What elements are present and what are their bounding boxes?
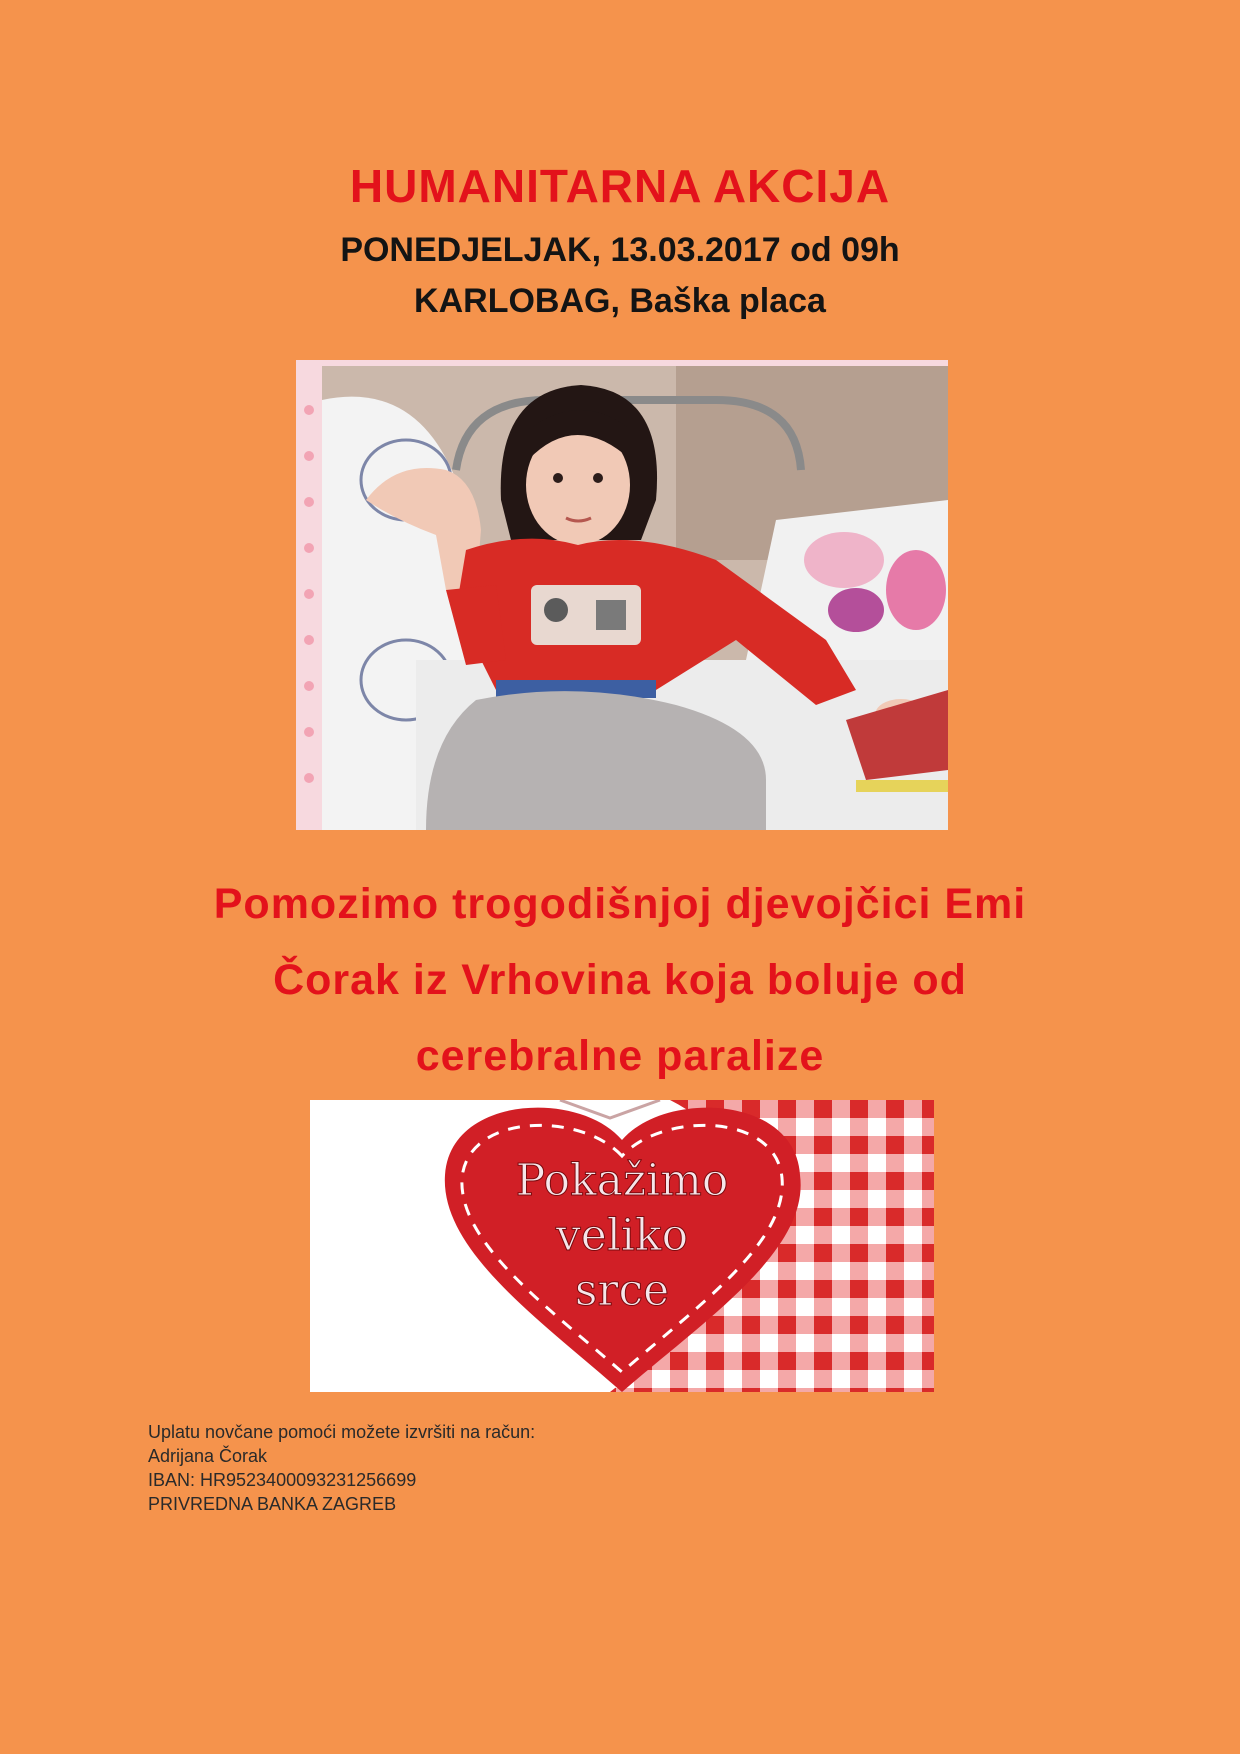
heart-text-line-3: srce <box>574 1265 670 1316</box>
event-date: PONEDJELJAK, 13.03.2017 od 09h <box>340 231 900 269</box>
heart-text-line-1: Pokažimo <box>515 1155 729 1206</box>
appeal-line-3: cerebralne paralize <box>415 1032 825 1080</box>
payment-info <box>148 1420 535 1516</box>
appeal-text <box>100 866 1140 1094</box>
payment-intro: Uplatu novčane pomoći možete izvršiti na račun: <box>148 1422 536 1442</box>
bank-name: PRIVREDNA BANKA ZAGREB <box>148 1494 397 1514</box>
girl-photo <box>296 360 948 830</box>
heart-image <box>310 1100 934 1392</box>
appeal-line-1: Pomozimo trogodišnjoj djevojčici Emi <box>213 880 1027 928</box>
event-location: KARLOBAG, Baška placa <box>414 282 826 320</box>
account-holder: Adrijana Čorak <box>148 1446 268 1466</box>
poster-title: HUMANITARNA AKCIJA <box>349 160 891 212</box>
appeal-line-2: Čorak iz Vrhovina koja boluje od <box>273 956 967 1004</box>
iban: IBAN: HR9523400093231256699 <box>148 1470 417 1490</box>
heart-text-line-2: veliko <box>555 1210 689 1261</box>
